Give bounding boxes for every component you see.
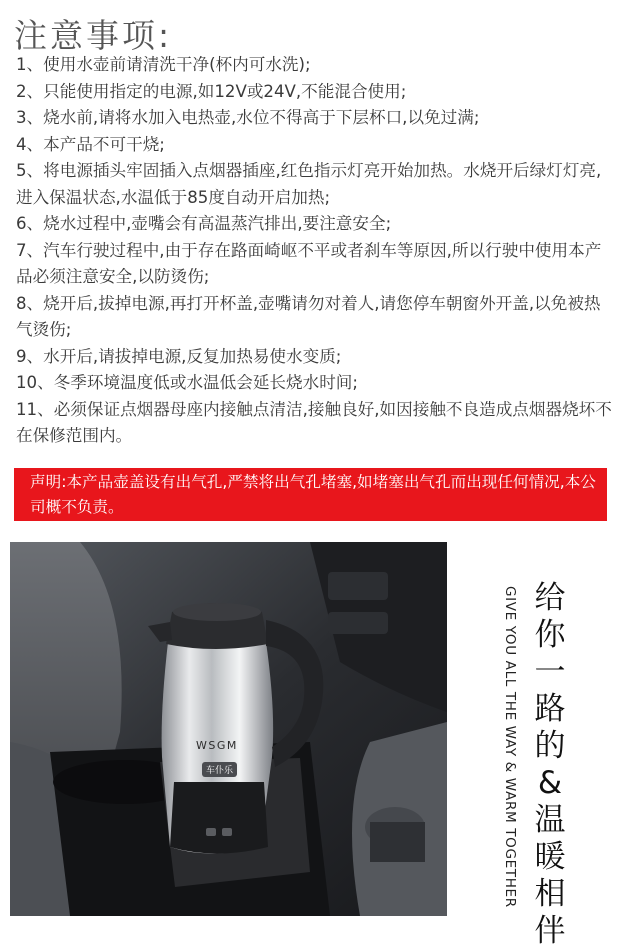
note-item: 6、烧水过程中,壶嘴会有高温蒸汽排出,要注意安全; — [16, 214, 392, 233]
slogan-char: 你 — [534, 617, 566, 653]
slogan-english — [502, 586, 521, 908]
kettle-in-car-illustration — [10, 542, 447, 916]
note-item: 2、只能使用指定的电源,如12V或24V,不能混合使用; — [16, 81, 407, 101]
note-item: 9、水开后,请拔掉电源,反复加热易使水变质; — [16, 346, 342, 366]
brand-label: WSGM — [196, 739, 238, 752]
product-photo — [10, 542, 447, 916]
slogan-char: 温 — [534, 802, 566, 838]
disclaimer-banner: 声明:本产品壶盖设有出气孔,严禁将出气孔堵塞,如堵塞出气孔而出现任何情况,本公司概不负责。 — [14, 468, 607, 521]
note-item: 4、本产品不可干烧; — [16, 134, 165, 154]
note-item: 3、烧水前,请将水加入电热壶,水位不得高于下层杯口,以免过满; — [16, 108, 480, 127]
page-title: 注意事项: — [14, 16, 173, 55]
note-item: 10、冬季环境温度低或水温低会延长烧水时间; — [16, 373, 358, 392]
slogan-char: 一 — [534, 654, 566, 690]
note-item: 7、汽车行驶过程中,由于存在路面崎岖不平或者刹车等原因,所以行驶中使用本产品必须注意安全,以防烫伤; — [16, 240, 602, 286]
badge-label: 车仆乐 — [202, 762, 237, 777]
note-item: 11、必须保证点烟器母座内接触点清洁,接触良好,如因接触不良造成点烟器烧坏不在保修范围内。 — [16, 399, 612, 445]
note-item: 8、烧开后,拔掉电源,再打开杯盖,壶嘴请勿对着人,请您停车朝窗外开盖,以免被热气烫伤; — [16, 293, 601, 339]
slogan-chinese — [531, 580, 569, 950]
slogan-char: 路 — [534, 691, 566, 727]
slogan-char: 伴 — [534, 913, 566, 949]
notes-list — [16, 52, 612, 450]
note-item: 1、使用水壶前请清洗干净(杯内可水洗); — [16, 55, 311, 74]
slogan-char: 相 — [534, 876, 566, 912]
note-item: 5、将电源插头牢固插入点烟器插座,红色指示灯亮开始加热。水烧开后绿灯灯亮,进入保温状态,水温低于85度自动开启加热; — [16, 161, 602, 207]
slogan-char: & — [537, 765, 563, 801]
slogan-char: 的 — [534, 728, 566, 764]
slogan-char: 给 — [534, 580, 566, 616]
slogan-english-text: GIVE YOU ALL THE WAY & WARM TOGETHER — [502, 586, 518, 908]
slogan-char: 暖 — [534, 839, 566, 875]
